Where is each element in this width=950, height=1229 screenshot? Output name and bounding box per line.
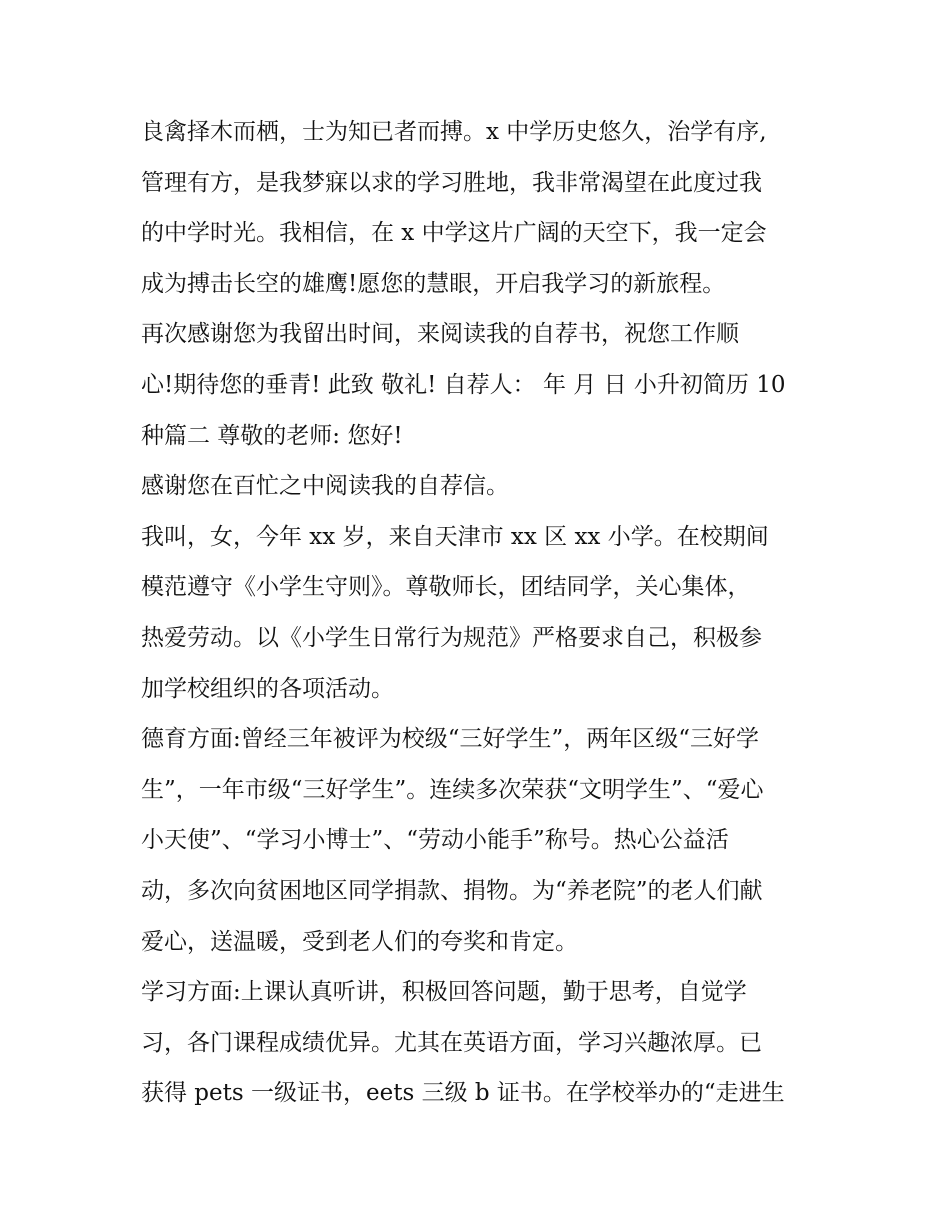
text-line: 模范遵守《小学生守则》。尊敬师长，团结同学，关心集体， [141, 574, 751, 601]
text-line: 我叫，女，今年 xx 岁，来自天津市 xx 区 xx 小学。在校期间 [141, 523, 769, 550]
text-line: 种篇二 尊敬的老师: 您好! [141, 422, 403, 449]
text-line: 感谢您在百忙之中阅读我的自荐信。 [141, 473, 509, 500]
text-line: 学习方面:上课认真听讲，积极回答问题，勤于思考，自觉学 [141, 979, 747, 1006]
text-line: 生”，一年市级“三好学生”。连续多次荣获“文明学生”、“爱心 [141, 776, 764, 803]
text-line: 再次感谢您为我留出时间，来阅读我的自荐书，祝您工作顺 [141, 321, 739, 348]
text-line: 动，多次向贫困地区同学捐款、捐物。为“养老院”的老人们献 [141, 877, 763, 904]
text-line: 获得 pets 一级证书，eets 三级 b 证书。在学校举办的“走进生 [141, 1080, 785, 1107]
text-line: 热爱劳动。以《小学生日常行为规范》严格要求自己，积极参 [141, 624, 762, 651]
text-line: 良禽择木而栖，士为知已者而搏。x 中学历史悠久，治学有序, [141, 119, 767, 145]
text-line: 爱心，送温暖，受到老人们的夸奖和肯定。 [141, 928, 578, 955]
text-line: 德育方面:曾经三年被评为校级“三好学生”，两年区级“三好学 [141, 726, 760, 753]
text-line: 习，各门课程成绩优异。尤其在英语方面，学习兴趣浓厚。已 [141, 1029, 762, 1056]
text-line: 心!期待您的垂青! 此致 敬礼! 自荐人： 年 月 日 小升初简历 10 [141, 371, 786, 398]
text-line: 管理有方，是我梦寐以求的学习胜地，我非常渴望在此度过我 [141, 169, 762, 196]
text-line: 的中学时光。我相信，在 x 中学这片广阔的天空下，我一定会 [141, 220, 767, 247]
text-line: 小天使”、“学习小博士”、“劳动小能手”称号。热心公益活 [141, 827, 729, 854]
document-body [141, 107, 821, 1119]
text-line: 成为搏击长空的雄鹰!愿您的慧眼，开启我学习的新旅程。 [141, 270, 726, 297]
text-line: 加学校组织的各项活动。 [141, 675, 394, 702]
